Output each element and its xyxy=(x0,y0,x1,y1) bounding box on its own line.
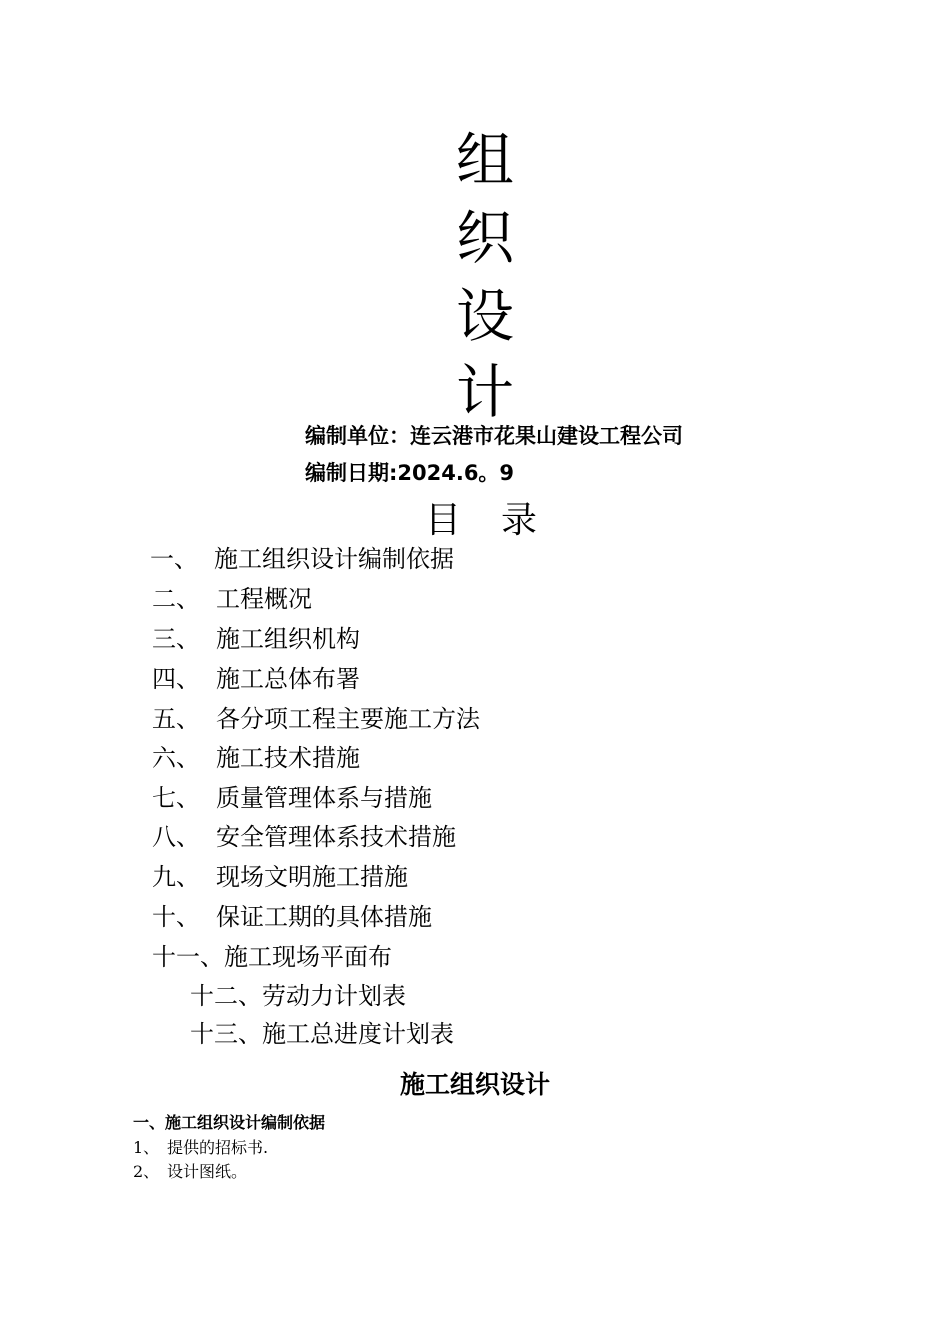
toc-item[interactable] xyxy=(190,980,406,1012)
toc-item-number: 八、 xyxy=(152,823,200,851)
toc-item[interactable] xyxy=(152,901,432,933)
toc-item-label: 施工组织机构 xyxy=(216,625,360,653)
toc-item-number: 四、 xyxy=(152,665,200,693)
toc-item-label: 质量管理体系与措施 xyxy=(216,784,432,812)
section-heading: 一、施工组织设计编制依据 xyxy=(133,1113,326,1132)
toc-item[interactable] xyxy=(152,703,480,735)
toc-item-label: 保证工期的具体措施 xyxy=(216,903,432,931)
toc-item-label: 现场文明施工措施 xyxy=(216,863,408,891)
toc-item[interactable] xyxy=(152,782,432,814)
toc-item-number: 七、 xyxy=(152,784,200,812)
cover-title-char: 计 xyxy=(455,358,514,426)
list-item xyxy=(133,1137,268,1159)
list-item-number: 1、 xyxy=(133,1138,160,1157)
compile-date: 编制日期:2024.6。9 xyxy=(305,461,515,485)
toc-item[interactable] xyxy=(152,623,360,655)
list-item xyxy=(133,1161,247,1183)
toc-item-label: 施工组织设计编制依据 xyxy=(214,545,454,573)
toc-item-label: 安全管理体系技术措施 xyxy=(216,823,456,851)
list-item-text: 设计图纸。 xyxy=(167,1162,248,1181)
toc-item[interactable] xyxy=(152,583,312,615)
compiler-unit: 编制单位：连云港市花果山建设工程公司 xyxy=(305,424,683,448)
toc-item-label: 各分项工程主要施工方法 xyxy=(216,705,480,733)
toc-item-number: 十二、 xyxy=(190,982,262,1010)
toc-item-number: 三、 xyxy=(152,625,200,653)
toc-item[interactable] xyxy=(150,543,454,575)
toc-item-number: 六、 xyxy=(152,744,200,772)
cover-title-char: 组 xyxy=(455,126,514,194)
toc-item-number: 十、 xyxy=(152,903,200,931)
cover-title-char: 设 xyxy=(455,282,514,350)
toc-item-number: 十三、 xyxy=(190,1020,262,1048)
toc-item-number: 九、 xyxy=(152,863,200,891)
toc-item-label: 施工现场平面布 xyxy=(224,943,392,971)
toc-title: 目录 xyxy=(425,500,578,541)
toc-item-label: 施工总进度计划表 xyxy=(262,1020,454,1048)
list-item-number: 2、 xyxy=(133,1162,160,1181)
toc-item[interactable] xyxy=(152,742,360,774)
toc-item[interactable] xyxy=(190,1018,454,1050)
toc-item[interactable] xyxy=(152,861,408,893)
list-item-text: 提供的招标书. xyxy=(167,1138,269,1157)
toc-item[interactable] xyxy=(152,663,360,695)
toc-item[interactable] xyxy=(152,941,392,973)
toc-item-label: 劳动力计划表 xyxy=(262,982,406,1010)
toc-item-label: 施工总体布署 xyxy=(216,665,360,693)
document-title: 施工组织设计 xyxy=(399,1070,550,1099)
toc-item-label: 工程概况 xyxy=(216,585,312,613)
toc-item[interactable] xyxy=(152,821,456,853)
toc-item-number: 二、 xyxy=(152,585,200,613)
cover-title-char: 织 xyxy=(455,204,514,272)
toc-item-number: 五、 xyxy=(152,705,200,733)
toc-item-label: 施工技术措施 xyxy=(216,744,360,772)
toc-item-number: 一、 xyxy=(150,545,198,573)
toc-item-number: 十一、 xyxy=(152,943,224,971)
